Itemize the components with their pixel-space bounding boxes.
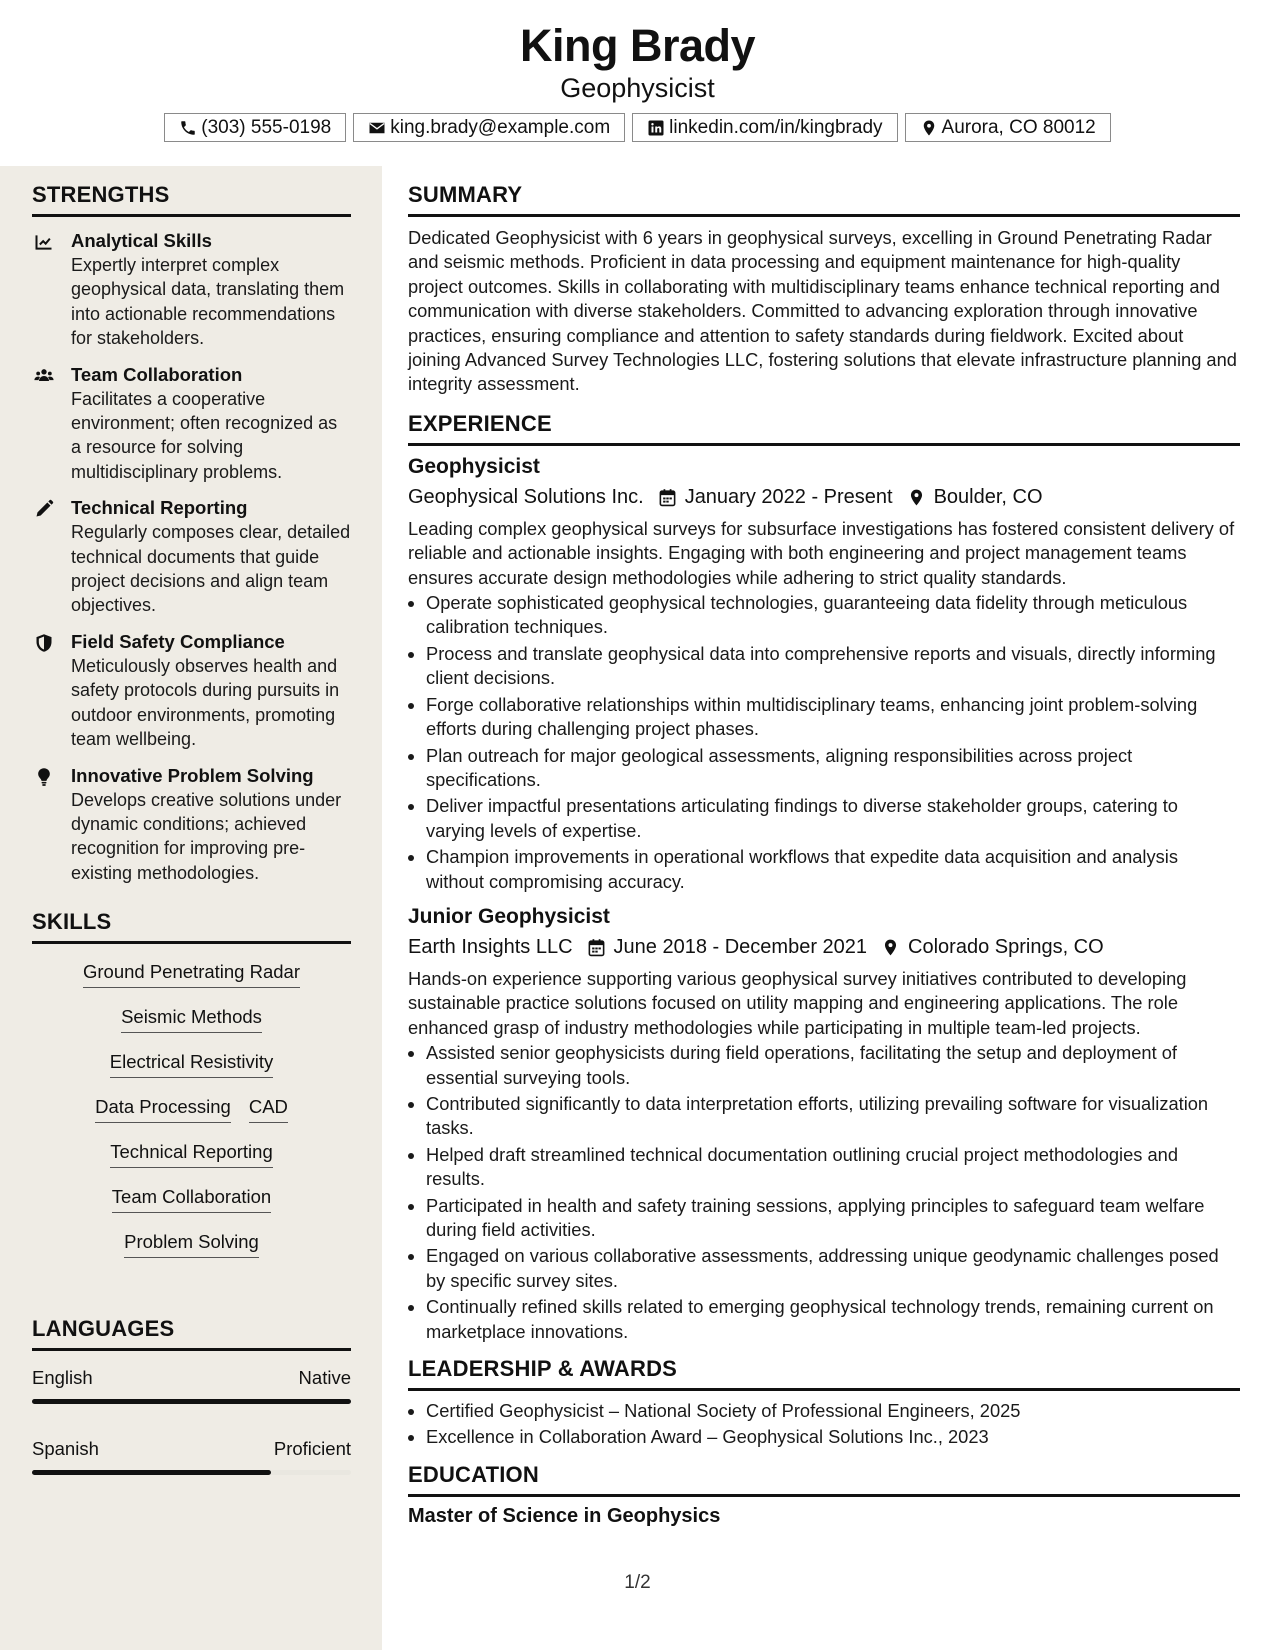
strength-desc: Regularly composes clear, detailed technical documents that guide project decisions and align team objectives.	[71, 522, 351, 616]
job-dates: June 2018 - December 2021	[613, 936, 868, 959]
skill-tag: Problem Solving	[124, 1231, 259, 1258]
phone-icon	[179, 119, 197, 137]
resume-header	[0, 0, 1275, 166]
email-text: king.brady@example.com	[390, 116, 611, 138]
language-name: English	[32, 1367, 93, 1389]
skill-tag: Team Collaboration	[112, 1186, 271, 1213]
award-item: • Excellence in Collaboration Award – Geophysical Solutions Inc., 2023	[426, 1425, 1240, 1449]
envelope-icon	[368, 119, 386, 137]
job-dates: January 2022 - Present	[684, 486, 893, 509]
languages-heading: LANGUAGES	[32, 1316, 351, 1351]
linkedin-icon	[647, 119, 665, 137]
job-description: Hands-on experience supporting various geophysical survey initiatives contributed to developing sustainable practice solutions focused on utility mapping and engineering applications. The role enhanced grasp of industry methodologies while participating in multiple team-led projects.	[408, 967, 1187, 1038]
language-proficiency-fill	[32, 1470, 271, 1475]
strength-item	[32, 363, 351, 485]
contact-bar	[0, 113, 1275, 142]
strength-title: Analytical Skills	[71, 230, 212, 251]
skill-tag: Technical Reporting	[110, 1141, 272, 1168]
job-bullet: • Process and translate geophysical data into comprehensive reports and visuals, directly informing client decisions.	[426, 642, 1240, 691]
contact-linkedin[interactable]	[632, 113, 897, 142]
job-bullet: • Helped draft streamlined technical documentation outlining crucial project methodologies and results.	[426, 1143, 1240, 1192]
shield-icon	[34, 633, 54, 653]
language-proficiency-fill	[32, 1399, 351, 1404]
skills-list	[32, 961, 351, 1276]
language-proficiency-bar	[32, 1399, 351, 1404]
job-meta	[408, 482, 1240, 514]
contact-phone[interactable]	[164, 113, 346, 142]
strength-title: Field Safety Compliance	[71, 630, 285, 652]
language-level: Proficient	[273, 1438, 351, 1460]
job-bullets	[408, 591, 1240, 894]
awards-heading: LEADERSHIP & AWARDS	[408, 1356, 1240, 1391]
job-bullet: • Contributed significantly to data interpretation efforts, utilizing prevailing software for visualization tasks.	[426, 1092, 1240, 1141]
contact-location[interactable]	[905, 113, 1111, 142]
pencil-icon	[34, 499, 54, 519]
language-item	[32, 1367, 351, 1404]
job-location: Boulder, CO	[933, 486, 1043, 509]
map-marker-icon	[907, 488, 926, 507]
calendar-icon	[658, 488, 677, 507]
sidebar	[0, 166, 382, 1650]
strength-desc: Meticulously observes health and safety protocols during pursuits in outdoor environments, promoting team wellbeing.	[71, 655, 340, 750]
job-bullet: • Deliver impactful presentations articulating findings to diverse stakeholder groups, catering to varying levels of expertise.	[426, 794, 1240, 843]
award-item: • Certified Geophysicist – National Society of Professional Engineers, 2025	[426, 1399, 1240, 1423]
job-entry	[408, 902, 1240, 1344]
main-content	[408, 166, 1240, 1528]
strength-title: Team Collaboration	[71, 363, 243, 385]
location-text: Aurora, CO 80012	[941, 116, 1096, 138]
job-bullet: • Champion improvements in operational workflows that expedite data acquisition and analysis without compromising accuracy.	[426, 845, 1240, 894]
job-bullet: • Continually refined skills related to emerging geophysical technology trends, remaining current on marketplace innovations.	[426, 1295, 1240, 1344]
job-entry	[408, 452, 1240, 894]
page-number: 1/2	[624, 1572, 651, 1593]
candidate-name: King Brady	[519, 20, 756, 71]
job-company: Geophysical Solutions Inc.	[408, 486, 644, 509]
language-proficiency-bar	[32, 1470, 351, 1475]
contact-email[interactable]	[353, 113, 625, 142]
degree-title: Master of Science in Geophysics	[408, 1504, 721, 1527]
job-bullets	[408, 1041, 1240, 1344]
language-name: Spanish	[32, 1438, 99, 1460]
job-title: Junior Geophysicist	[408, 904, 610, 928]
language-level: Native	[298, 1367, 351, 1389]
candidate-title: Geophysicist	[560, 73, 715, 103]
education-heading: EDUCATION	[408, 1462, 1240, 1497]
lightbulb-icon	[34, 767, 54, 787]
skill-tag: CAD	[249, 1096, 288, 1123]
skills-heading: SKILLS	[32, 909, 351, 944]
strength-desc: Develops creative solutions under dynamic conditions; achieved recognition for improving pre-existing methodologies.	[71, 789, 342, 883]
strength-item	[32, 229, 351, 351]
linkedin-text: linkedin.com/in/kingbrady	[669, 116, 883, 138]
summary-heading: SUMMARY	[408, 182, 1240, 217]
calendar-icon	[587, 938, 606, 957]
job-bullet: • Participated in health and safety training sessions, applying principles to safeguard team welfare during field activities.	[426, 1194, 1240, 1243]
strength-item	[32, 496, 351, 618]
job-title: Geophysicist	[408, 454, 540, 478]
skill-tag: Seismic Methods	[121, 1006, 262, 1033]
strength-item	[32, 630, 351, 752]
map-marker-icon	[881, 938, 900, 957]
strength-title: Innovative Problem Solving	[71, 764, 314, 786]
job-bullet: • Plan outreach for major geological assessments, aligning responsibilities across project specifications.	[426, 744, 1240, 793]
job-location: Colorado Springs, CO	[908, 936, 1104, 959]
strength-desc: Facilitates a cooperative environment; often recognized as a resource for solving multidisciplinary problems.	[71, 388, 338, 482]
job-bullet: • Assisted senior geophysicists during field operations, facilitating the setup and deployment of essential surveying tools.	[426, 1041, 1240, 1090]
chart-line-icon	[34, 232, 54, 252]
strength-title: Technical Reporting	[71, 497, 248, 519]
skill-tag: Data Processing	[95, 1096, 231, 1123]
summary-text: Dedicated Geophysicist with 6 years in geophysical surveys, excelling in Ground Penetrating Radar and seismic methods. Proficient in data processing and equipment maintenance for high-quality project outcomes. Skills in collaborating with multidisciplinary teams enhance technical reporting and communication with diverse stakeholders. Committed to advancing exploration through innovative practices, ensuring compliance and attention to safety standards during fieldwork. Excited about joining Advanced Survey Technologies LLC, fostering solutions that elevate infrastructure planning and integrity assessment.	[408, 227, 1237, 395]
awards-list	[408, 1399, 1240, 1450]
job-description: Leading complex geophysical surveys for subsurface investigations has fostered consistent delivery of reliable and actionable insights. Engaging with both engineering and project management teams ensures accurate design methodologies while adhering to strict quality standards.	[408, 517, 1235, 588]
users-icon	[34, 366, 54, 386]
map-marker-icon	[920, 119, 938, 137]
skill-tag: Ground Penetrating Radar	[83, 961, 300, 988]
job-meta	[408, 932, 1240, 964]
job-bullet: • Forge collaborative relationships within multidisciplinary teams, enhancing joint problem-solving efforts during challenging project phases.	[426, 693, 1240, 742]
strength-desc: Expertly interpret complex geophysical data, translating them into actionable recommendations for stakeholders.	[71, 255, 345, 349]
job-bullet: • Operate sophisticated geophysical technologies, guaranteeing data fidelity through meticulous calibration techniques.	[426, 591, 1240, 640]
strength-item	[32, 764, 351, 886]
job-bullet: • Engaged on various collaborative assessments, addressing unique geodynamic challenges posed by specific survey sites.	[426, 1244, 1240, 1293]
language-item	[32, 1438, 351, 1475]
strengths-heading: STRENGTHS	[32, 182, 351, 217]
skill-tag: Electrical Resistivity	[110, 1051, 273, 1078]
phone-text: (303) 555-0198	[201, 116, 332, 138]
job-company: Earth Insights LLC	[408, 936, 573, 959]
experience-heading: EXPERIENCE	[408, 411, 1240, 446]
